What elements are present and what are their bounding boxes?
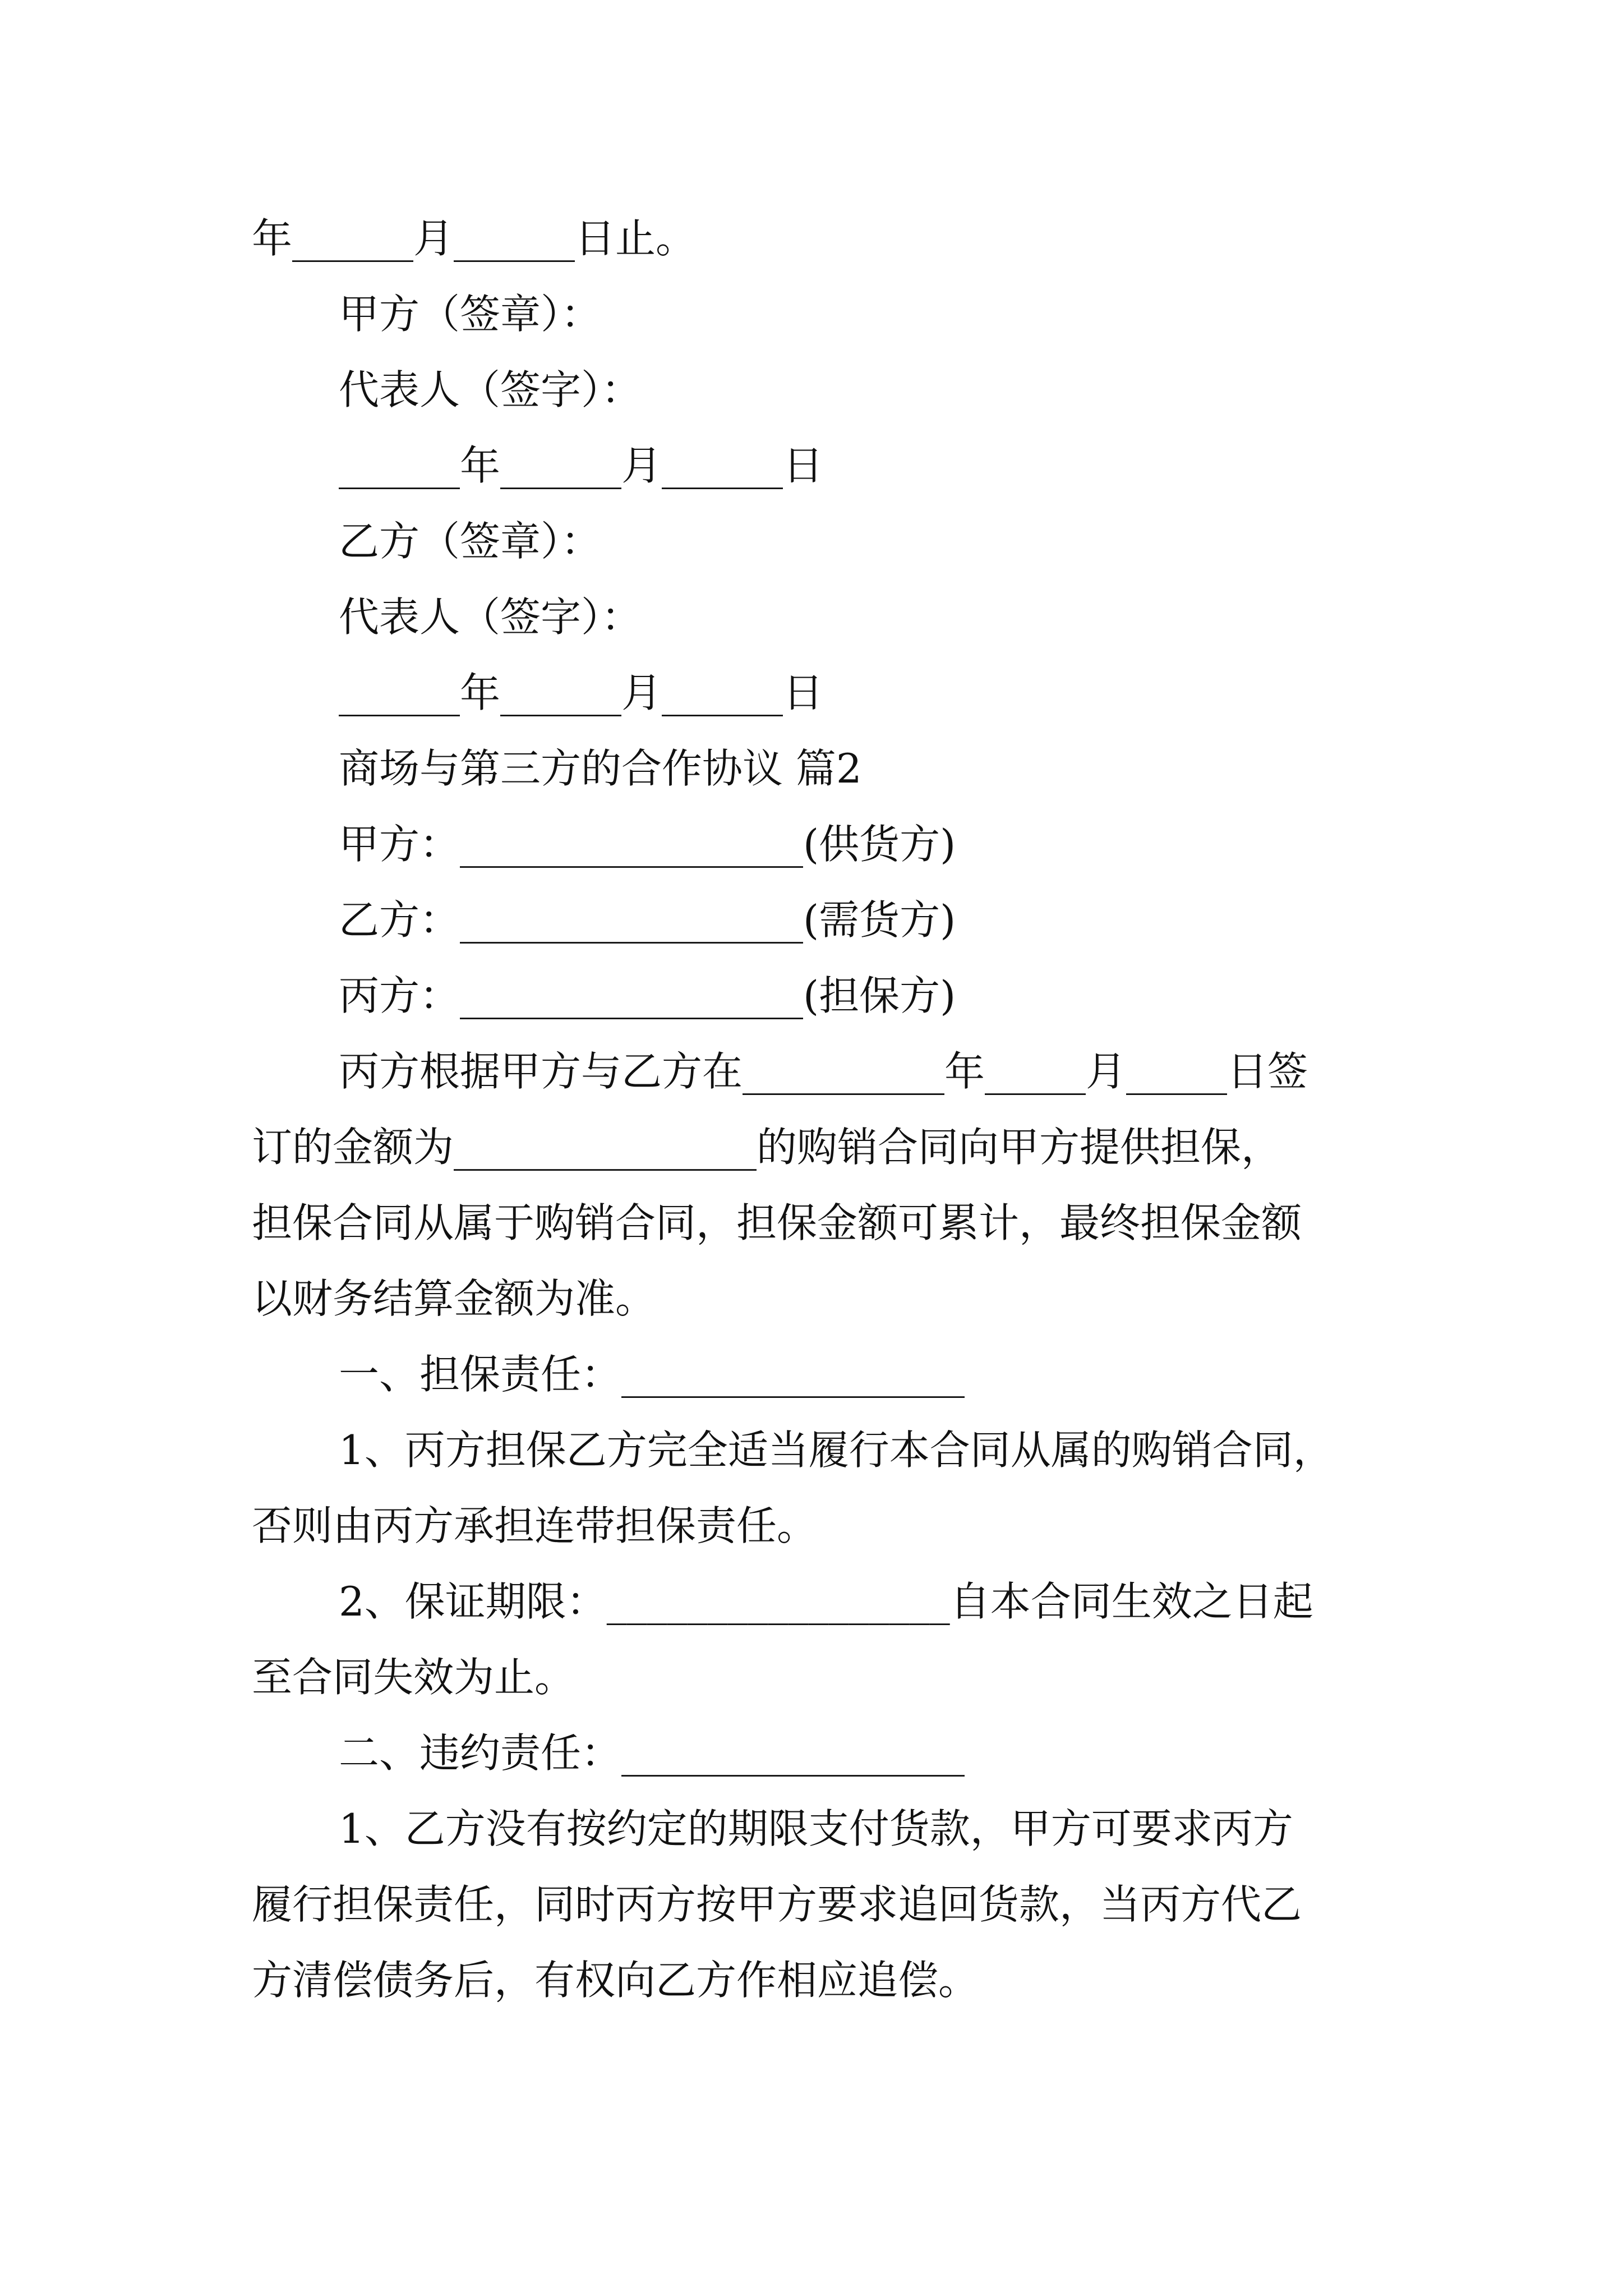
party-b-signature-label: 乙方（签章）： <box>339 518 602 565</box>
clause-2-1-line-1: 1、乙方没有按约定的期限支付货款，甲方可要求丙方 <box>339 1805 1293 1852</box>
clause-1-1-line-2: 否则由丙方承担连带担保责任。 <box>252 1502 818 1549</box>
guarantee-intro-line-2: 订的金额为_______________的购销合同向甲方提供担保， <box>252 1124 1282 1171</box>
section-heading: 商场与第三方的合作协议 篇2 <box>339 745 862 792</box>
party-a-date-line: ______年______月______日 <box>339 442 823 489</box>
clause-1-2-line-1: 2、保证期限：_________________自本合同生效之日起 <box>339 1578 1313 1625</box>
clause-1-2-line-2: 至合同失效为止。 <box>252 1654 575 1701</box>
party-b-date-line: ______年______月______日 <box>339 669 823 716</box>
guarantee-intro-line-3: 担保合同从属于购销合同，担保金额可累计，最终担保金额 <box>252 1199 1302 1246</box>
party-a-representative-label: 代表人（签字）： <box>339 366 642 413</box>
clause-heading-breach: 二、违约责任：_________________ <box>339 1729 965 1777</box>
date-end-line: 年______月______日止。 <box>252 215 697 262</box>
clause-1-1-line-1: 1、丙方担保乙方完全适当履行本合同从属的购销合同， <box>339 1427 1334 1474</box>
guarantee-intro-line-1: 丙方根据甲方与乙方在__________年_____月_____日签 <box>339 1048 1308 1095</box>
party-b-buyer-line: 乙方：_________________(需货方) <box>339 896 956 944</box>
clause-2-1-line-2: 履行担保责任，同时丙方按甲方要求追回货款，当丙方代乙 <box>252 1881 1302 1928</box>
clause-2-1-line-3: 方清偿债务后，有权向乙方作相应追偿。 <box>252 1957 979 2004</box>
party-a-signature-label: 甲方（签章）： <box>339 291 602 338</box>
party-b-representative-label: 代表人（签字）： <box>339 593 642 641</box>
guarantee-intro-line-4: 以财务结算金额为准。 <box>252 1275 656 1322</box>
clause-heading-guarantee: 一、担保责任：_________________ <box>339 1351 965 1398</box>
party-c-guarantor-line: 丙方：_________________(担保方) <box>339 972 956 1019</box>
party-a-supplier-line: 甲方：_________________(供货方) <box>339 821 956 868</box>
